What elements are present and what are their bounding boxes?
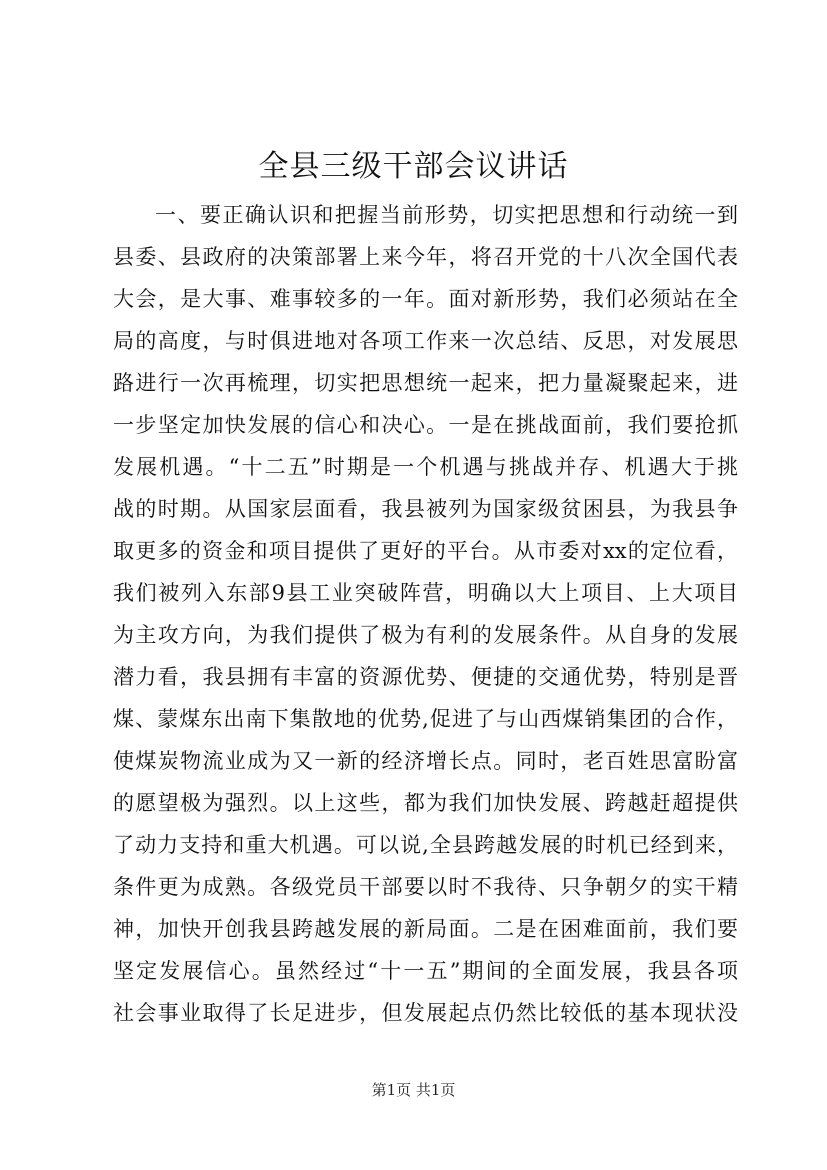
body-line: 我们被列入东部9县工业突破阵营，明确以大上项目、上大项目	[113, 581, 738, 605]
body-line: 局的高度，与时俱进地对各项工作来一次总结、反思，对发展思	[113, 329, 738, 353]
body-line: 路进行一次再梳理，切实把思想统一起来，把力量凝聚起来，进	[113, 371, 738, 395]
body-line: 条件更为成熟。各级党员干部要以时不我待、只争朝夕的实干精	[113, 875, 738, 899]
body-line: 了动力支持和重大机遇。可以说,全县跨越发展的时机已经到来，	[113, 833, 738, 857]
body-line: 大会，是大事、难事较多的一年。面对新形势，我们必须站在全	[113, 287, 738, 311]
body-line: 的愿望极为强烈。以上这些，都为我们加快发展、跨越赶超提供	[113, 791, 738, 815]
document-title: 全县三级干部会议讲话	[258, 149, 569, 184]
body-line: 社会事业取得了长足进步，但发展起点仍然比较低的基本现状没	[113, 1001, 738, 1025]
page-number-footer: 第1页 共1页	[371, 1081, 456, 1099]
body-line: 取更多的资金和项目提供了更好的平台。从市委对xx的定位看，	[113, 539, 738, 563]
body-line: 坚定发展信心。虽然经过“十一五”期间的全面发展，我县各项	[113, 959, 738, 983]
body-line: 神，加快开创我县跨越发展的新局面。二是在困难面前，我们要	[113, 917, 738, 941]
body-line: 一步坚定加快发展的信心和决心。一是在挑战面前，我们要抢抓	[113, 413, 738, 437]
body-line: 煤、蒙煤东出南下集散地的优势,促进了与山西煤销集团的合作，	[113, 707, 738, 731]
body-line: 使煤炭物流业成为又一新的经济增长点。同时，老百姓思富盼富	[113, 749, 738, 773]
body-line: 一、要正确认识和把握当前形势，切实把思想和行动统一到	[155, 203, 738, 227]
body-line: 为主攻方向，为我们提供了极为有利的发展条件。从自身的发展	[113, 623, 738, 647]
body-line: 县委、县政府的决策部署上来今年，将召开党的十八次全国代表	[113, 245, 738, 269]
body-line: 潜力看，我县拥有丰富的资源优势、便捷的交通优势，特别是晋	[113, 665, 738, 689]
body-line: 发展机遇。“十二五”时期是一个机遇与挑战并存、机遇大于挑	[113, 455, 738, 479]
body-line: 战的时期。从国家层面看，我县被列为国家级贫困县，为我县争	[113, 497, 738, 521]
